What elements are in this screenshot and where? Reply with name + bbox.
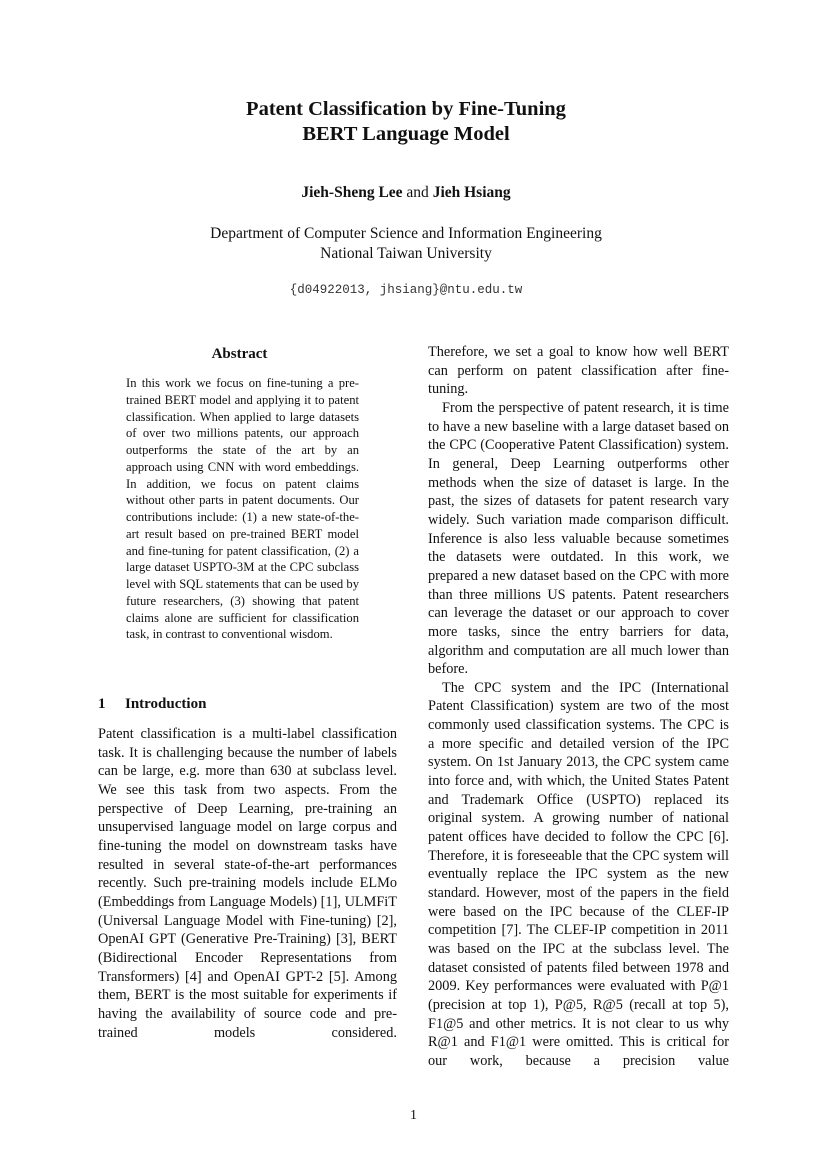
abstract-heading: Abstract <box>211 346 268 362</box>
title-line-2: BERT Language Model <box>302 123 510 145</box>
intro-paragraph-1: Patent classification is a multi-label classification task. It is challenging because the number of labels can be large, e.g. more than 630 at subclass level. We see this task from two aspects. From the perspective of Deep Learning, pre-training an unsupervised language model on large corpus and fine-tuning the model on downstream tasks have resulted in several state-of-the-art performances recently. Such pre-training models include ELMo (Embeddings from Language Models) [1], ULMFiT (Universal Language Model with Fine-tuning) [2], OpenAI GPT (Generative Pre-Training) [3], BERT (Bidirectional Encoder Representations from Transformers) [4] and OpenAI GPT-2 [5]. Among them, BERT is the most suitable for experiments if having the availability of source code and pre-trained models considered. <box>98 726 397 1041</box>
author-list <box>0 183 812 203</box>
left-column <box>98 725 397 1042</box>
intro-paragraph-2: From the perspective of patent research, it is time to have a new baseline with a large dataset based on the CPC (Cooperative Patent Classification) system. In general, Deep Learning outperforms other methods when the size of dataset is large. In the past, the sizes of datasets for patent research vary widely. Such variation made comparison difficult. Inference is also less valuable because sometimes the datasets were outdated. In this work, we prepared a new dataset based on the CPC with more than three millions US patents. Patent researchers can leverage the dataset or our approach to cover more tasks, since the entry barriers for data, algorithm and computation are all much lower than before. <box>428 399 729 678</box>
right-column <box>428 343 729 1071</box>
paper-title <box>0 97 812 147</box>
section-number: 1 <box>98 696 106 712</box>
author-1: Jieh-Sheng Lee <box>301 184 403 201</box>
abstract-body: In this work we focus on fine-tuning a pre-trained BERT model and applying it to patent classification. When applied to large datasets of over two millions patents, our approach outperforms the state of the art by an approach using CNN with word embeddings. In addition, we focus on patent claims without other parts in patent documents. Our contributions include: (1) a new state-of-the-art result based on pre-trained BERT model and fine-tuning for patent classification, (2) a large dataset USPTO-3M at the CPC subclass level with SQL statements that can be used by future researchers, (3) showing that patent claims alone are sufficient for classification task, in contrast to conventional wisdom. <box>126 376 359 642</box>
affiliation <box>0 224 812 263</box>
title-line-1: Patent Classification by Fine-Tuning <box>246 98 566 120</box>
section-title: Introduction <box>125 696 207 712</box>
intro-paragraph-3: The CPC system and the IPC (International Patent Classification) system are two of the most commonly used classification systems. The CPC is a more specific and detailed version of the IPC system. On 1st January 2013, the CPC system came into force and, with which, the United States Patent and Trademark Office (USPTO) replaced its original system. A growing number of national patent offices have decided to follow the CPC [6]. Therefore, it is foreseeable that the CPC system will eventually replace the IPC system as the new standard. However, most of the papers in the field were based on the IPC because of the CLEF-IP competition [7]. The CLEF-IP competition in 2011 was based on the IPC at the subclass level. The dataset consisted of patents filed between 1978 and 2009. Key performances were evaluated with P@1 (precision at top 1), P@5, R@5 (recall at top 5), F1@5 and other metrics. It is not clear to us why R@1 and F1@1 were omitted. This is critical for our work, because a precision value <box>428 679 729 1069</box>
section-heading-introduction <box>98 694 398 714</box>
affiliation-department: Department of Computer Science and Information Engineering <box>210 225 602 242</box>
author-email: {d04922013, jhsiang}@ntu.edu.tw <box>289 283 523 297</box>
intro-paragraph-1-continued: Therefore, we set a goal to know how well BERT can perform on patent classification after fine-tuning. <box>428 344 729 398</box>
author-conjunction: and <box>402 184 433 201</box>
affiliation-university: National Taiwan University <box>320 244 492 262</box>
page-number: 1 <box>410 1108 417 1123</box>
author-2: Jieh Hsiang <box>432 184 511 201</box>
